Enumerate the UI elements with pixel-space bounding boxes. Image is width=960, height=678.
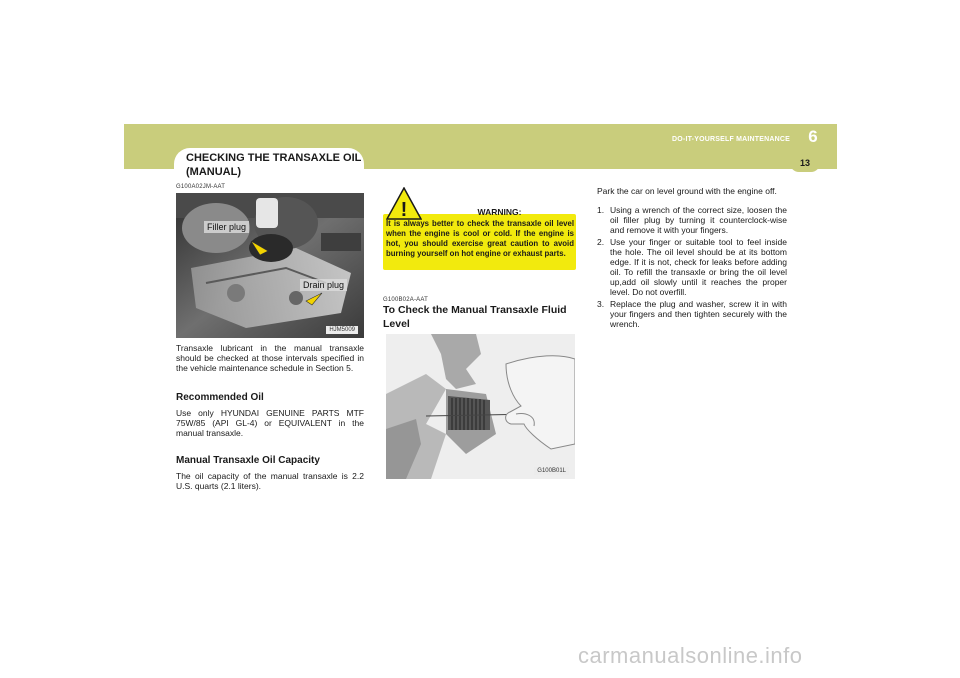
list-item (597, 237, 787, 297)
capacity-heading: Manual Transaxle Oil Capacity (176, 455, 320, 466)
step-text: Using a wrench of the correct size, loosen the oil filler plug by turning it counterclock-wise and remove it with your fingers. (610, 205, 787, 235)
transaxle-photo-image (176, 193, 364, 338)
procedure-intro: Park the car on level ground with the engine off. (597, 186, 777, 196)
step-text: Use your finger or suitable tool to feel inside the hole. The oil level should be at its bottom edge. If it is not, check for leaks before adding oil. To refill the transaxle or bring the oil level up,add oil slowly until it reaches the proper level. Do not overfill. (610, 237, 787, 297)
section-code: G100A02JM-AAT (176, 184, 226, 190)
step-number: 2. (597, 237, 605, 247)
filler-plug-callout: Filler plug (204, 221, 249, 233)
warning-symbol: ! (400, 199, 408, 220)
chapter-number: 6 (808, 127, 818, 146)
dipstick-photo (386, 334, 575, 479)
dipstick-photo-image (386, 334, 575, 479)
procedure-steps (597, 205, 787, 331)
procedure-heading: To Check the Manual Transaxle Fluid Level (383, 304, 567, 330)
step-text: Replace the plug and washer, screw it in with your fingers and then tighten securely with the wrench. (610, 299, 787, 329)
step-number: 1. (597, 205, 605, 215)
list-item (597, 299, 787, 329)
warning-title: WARNING: (477, 207, 522, 217)
transaxle-photo (176, 193, 364, 338)
recommended-oil-text: Use only HYUNDAI GENUINE PARTS MTF 75W/85 (API GL-4) or EQUIVALENT in the manual transaxle. (176, 408, 364, 438)
section-title: CHECKING THE TRANSAXLE OIL (MANUAL) (186, 152, 362, 178)
capacity-text: The oil capacity of the manual transaxle is 2.2 U.S. quarts (2.1 liters). (176, 471, 364, 491)
procedure-code: G100B02A-AAT (383, 297, 428, 303)
step-number: 3. (597, 299, 605, 309)
intro-paragraph: Transaxle lubricant in the manual transaxle should be checked at those intervals specified in the vehicle maintenance schedule in Section 5. (176, 343, 364, 373)
photo-tag: HJM5009 (326, 326, 358, 334)
recommended-oil-heading: Recommended Oil (176, 392, 264, 403)
list-item (597, 205, 787, 235)
drain-plug-callout: Drain plug (300, 279, 347, 291)
warning-text: It is always better to check the transaxle oil level when the engine is cool or cold. If the engine is hot, you should exercise great caution to avoid burning yourself on hot engine or exhaust parts. (386, 219, 574, 258)
page-number: 13 (799, 158, 810, 168)
chapter-label: DO-IT-YOURSELF MAINTENANCE (672, 136, 790, 143)
watermark: carmanualsonline.info (578, 643, 803, 668)
photo-tag: G100B01L (534, 467, 569, 475)
